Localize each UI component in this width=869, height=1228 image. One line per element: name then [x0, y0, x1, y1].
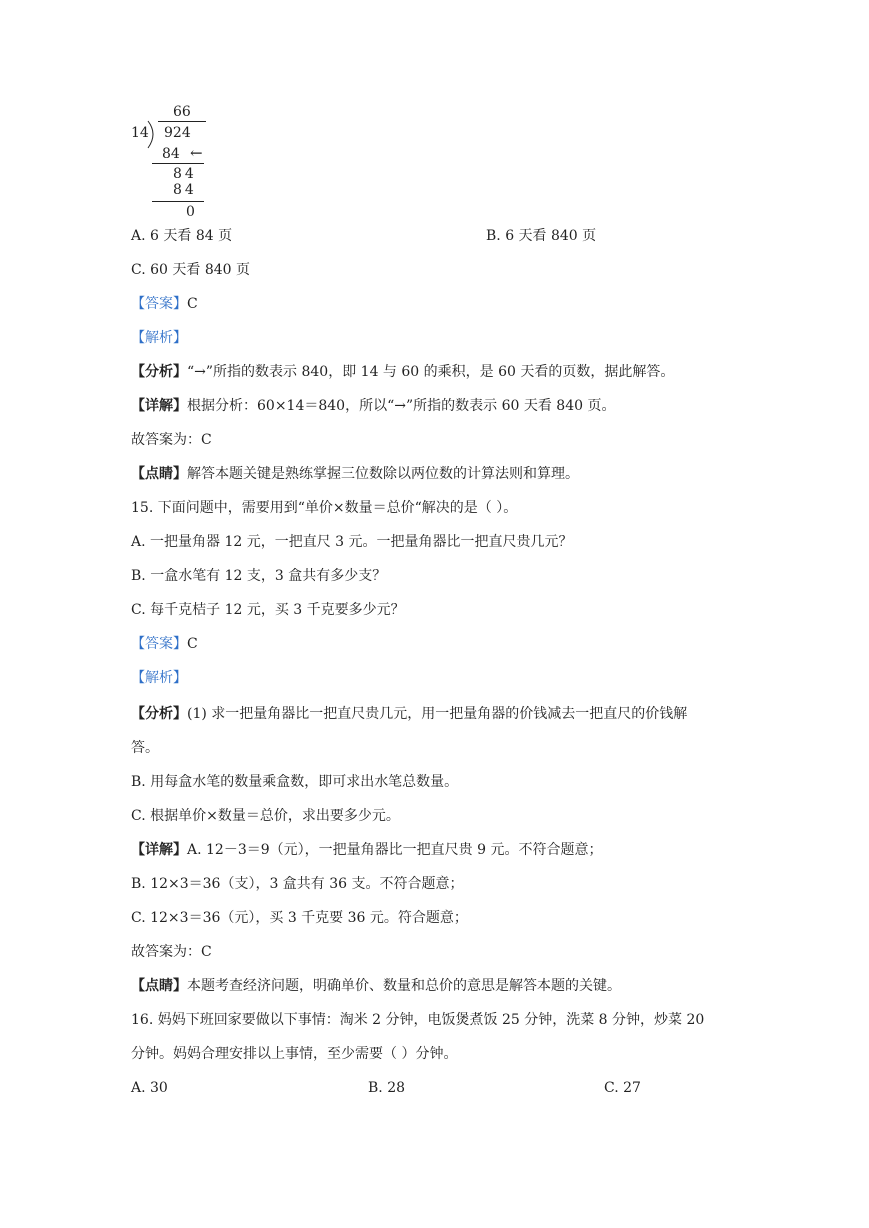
answer-value: C — [187, 636, 198, 652]
q14-fenxi — [131, 362, 769, 382]
answer-value: C — [187, 296, 198, 312]
q15-xiangjie-c: C. 12×3＝36（元），买 3 千克要 36 元。符合题意； — [131, 910, 468, 926]
q15-xiangjie-b: B. 12×3＝36（支），3 盒共有 36 支。不符合题意； — [131, 876, 464, 892]
q15-xiangjie-a — [131, 840, 769, 860]
dianjing-text: 解答本题关键是熟练掌握三位数除以两位数的计算法则和算理。 — [187, 466, 579, 482]
q14-analysis-heading — [131, 328, 769, 348]
analysis-tag: 【解析】 — [131, 670, 187, 686]
q16-stem-2: 分钟。妈妈合理安排以上事情，至少需要（ ）分钟。 — [131, 1046, 458, 1062]
q15-fenxi-c: C. 根据单价×数量＝总价，求出要多少元。 — [131, 808, 400, 824]
arrow-left-icon: ← — [190, 144, 203, 162]
q15-conclusion: 故答案为：C — [131, 944, 212, 960]
division-remainder: 0 — [186, 204, 195, 220]
dianjing-tag: 【点睛】 — [131, 466, 187, 482]
division-dividend: 924 — [164, 125, 191, 141]
q15-fenxi-b: B. 用每盒水笔的数量乘盒数，即可求出水笔总数量。 — [131, 774, 459, 790]
q15-answer — [131, 634, 769, 654]
q15-fenxi-2: 答。 — [131, 740, 159, 756]
division-step3: 84 — [173, 182, 197, 198]
q14-option-b: B. 6 天看 840 页 — [486, 228, 597, 244]
division-rule-1 — [152, 163, 204, 164]
q15-fenxi-1 — [131, 704, 769, 724]
answer-tag: 【答案】 — [131, 296, 187, 312]
q15-option-b: B. 一盒水笔有 12 支，3 盒共有多少支？ — [131, 568, 387, 584]
q15-option-a: A. 一把量角器 12 元，一把直尺 3 元。一把量角器比一把直尺贵几元？ — [131, 534, 573, 550]
division-divisor: 14 — [131, 125, 149, 141]
q15-analysis-heading — [131, 668, 769, 688]
q16-option-b: B. 28 — [368, 1080, 406, 1096]
division-bracket — [146, 120, 158, 150]
division-quotient: 66 — [173, 104, 191, 120]
q15-option-c: C. 每千克桔子 12 元，买 3 千克要多少元？ — [131, 602, 405, 618]
fenxi-text: (1) 求一把量角器比一把直尺贵几元，用一把量角器的价钱减去一把直尺的价钱解 — [187, 706, 688, 722]
fenxi-tag: 【分析】 — [131, 364, 187, 380]
answer-tag: 【答案】 — [131, 636, 187, 652]
q16-stem-1: 16. 妈妈下班回家要做以下事情：淘米 2 分钟，电饭煲煮饭 25 分钟，洗菜 8 分钟，炒菜 20 — [131, 1012, 705, 1028]
dianjing-text: 本题考查经济问题，明确单价、数量和总价的意思是解答本题的关键。 — [187, 978, 621, 994]
long-division-figure — [128, 100, 238, 222]
q14-conclusion: 故答案为：C — [131, 432, 212, 448]
analysis-tag: 【解析】 — [131, 330, 187, 346]
q16-option-c: C. 27 — [604, 1080, 641, 1096]
fenxi-tag: 【分析】 — [131, 706, 187, 722]
q14-option-c: C. 60 天看 840 页 — [131, 262, 250, 278]
division-bar — [158, 121, 206, 122]
xiangjie-tag: 【详解】 — [131, 398, 187, 414]
q15-stem: 15. 下面问题中，需要用到“单价×数量＝总价“解决的是（ ）。 — [131, 500, 518, 516]
q14-dianjing — [131, 464, 769, 484]
q14-xiangjie — [131, 396, 769, 416]
q15-dianjing — [131, 976, 769, 996]
q16-option-a: A. 30 — [131, 1080, 168, 1096]
xiangjie-text: 根据分析：60×14＝840，所以“→”所指的数表示 60 天看 840 页。 — [187, 398, 616, 414]
xiangjie-tag: 【详解】 — [131, 842, 187, 858]
fenxi-text: “→”所指的数表示 840，即 14 与 60 的乘积，是 60 天看的页数，据此解答。 — [187, 364, 675, 380]
division-step1: 84 — [162, 146, 180, 162]
division-rule-2 — [152, 201, 204, 202]
division-step2: 84 — [173, 166, 197, 182]
q14-answer — [131, 294, 769, 314]
q14-option-a: A. 6 天看 84 页 — [131, 228, 233, 244]
xiangjie-text: A. 12－3＝9（元），一把量角器比一把直尺贵 9 元。不符合题意； — [187, 842, 603, 858]
dianjing-tag: 【点睛】 — [131, 978, 187, 994]
